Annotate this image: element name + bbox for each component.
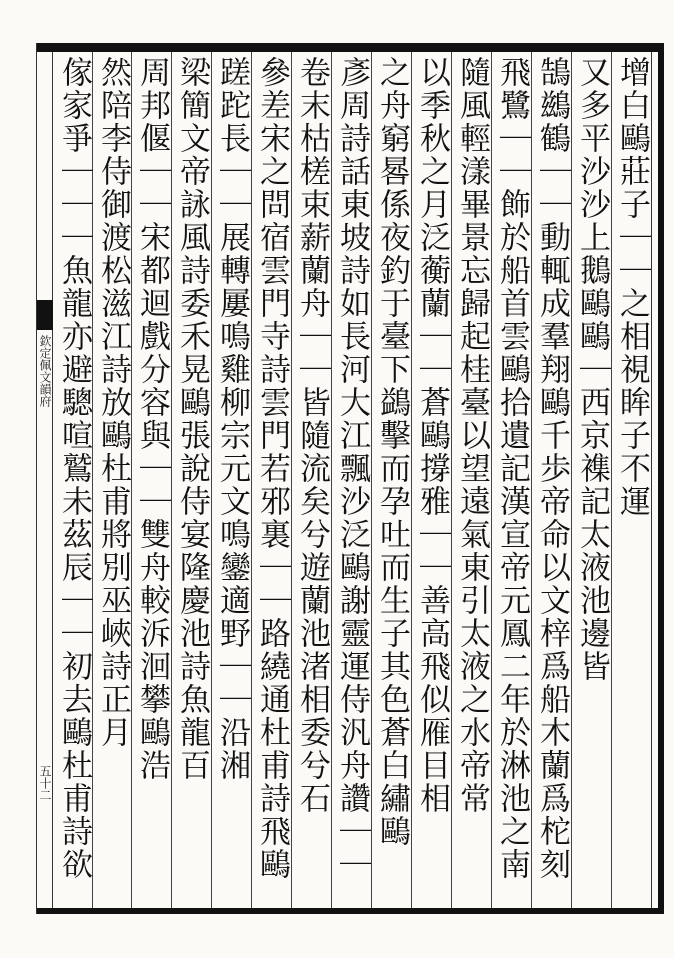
gutter-book-title: 欽定佩文韻府 [38, 335, 52, 407]
text-column-12: 梁簡文帝詠風詩委禾晃鷗張說侍宴隆慶池詩魚龍百 [174, 56, 210, 782]
text-column-7: 之舟窮晷係夜釣于臺下鷁擊而孕吐而生子其色蒼白繡鷗 [374, 56, 410, 848]
frame-left-border [36, 43, 37, 914]
text-column-13: 周邦偃｜｜宋都迴戲分容與｜｜雙舟較泝洄攀鷗浩 [134, 56, 170, 782]
text-column-6: 以季秋之月泛蘅蘭｜｜蒼鷗撐雅｜｜善高飛似雁目相 [414, 56, 450, 815]
text-column-8: 彥周詩話東坡詩如長河大江飄沙泛鷗謝靈運侍汎舟讚｜｜ [334, 56, 370, 881]
frame-right-border [658, 43, 664, 914]
gutter-page-number: 五十二 [38, 765, 52, 801]
text-column-11: 蹉跎長｜｜展轉屢鳴雞柳宗元文鳴鑾適野｜｜沿湘 [214, 56, 250, 782]
text-column-3: 鵠鷀鶴｜｜動輒成羣翔鷗千歩帝命以文梓爲船木蘭爲柁刻 [534, 56, 570, 881]
gutter-rule [52, 52, 53, 908]
frame-top-border [36, 43, 664, 52]
text-column-9: 卷末枯槎束薪蘭舟｜｜皆隨流矣兮遊蘭池渚相委兮石 [294, 56, 330, 815]
text-column-5: 隨風輕漾畢景忘歸起桂臺以望遠氣東引太液之水帝常 [454, 56, 490, 815]
text-column-15: 傢家爭｜｜｜魚龍亦避驄喧鷲未茲辰｜｜初去鷗杜甫詩欲 [56, 56, 92, 881]
text-column-10: 參差宋之問宿雲門寺詩雲門若邪裏｜｜路繞通杜甫詩飛鷗 [254, 56, 290, 881]
text-column-1: 增白鷗莊子｜｜之相視眸子不運 [614, 56, 650, 518]
text-column-2: 又多平沙沙上鵝鷗鷗｜西京襍記太液池邊皆 [574, 56, 610, 683]
text-column-14: 然陪李侍御渡松滋江詩放鷗杜甫將別巫峽詩正月 [95, 56, 131, 749]
frame-bottom-border [36, 908, 662, 914]
fish-tail-mark [37, 300, 53, 330]
text-column-4: 飛鷺｜｜飾於船首雲鷗拾遺記漢宣帝元鳳二年於淋池之南 [494, 56, 530, 881]
